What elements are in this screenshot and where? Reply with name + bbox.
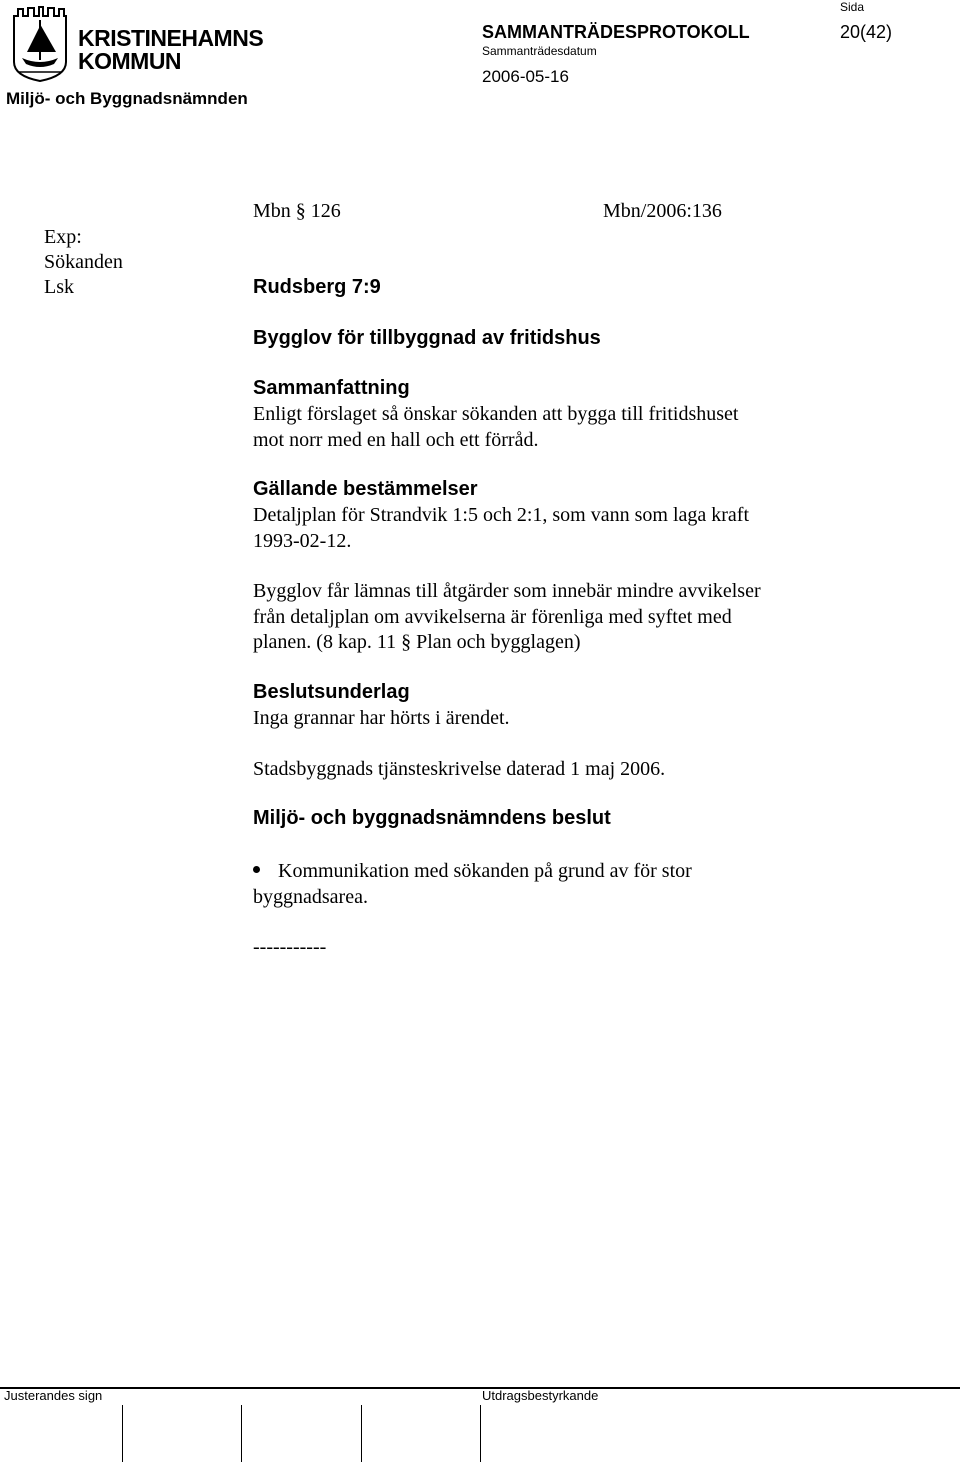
org-name-line2: KOMMUN bbox=[78, 48, 182, 74]
bullet-icon bbox=[253, 866, 260, 873]
date-label: Sammanträdesdatum bbox=[482, 44, 597, 58]
case-number: Mbn/2006:136 bbox=[603, 200, 722, 222]
deviation-text-line: planen. (8 kap. 11 § Plan och bygglagen) bbox=[253, 631, 581, 653]
regulations-heading: Gällande bestämmelser bbox=[253, 478, 478, 500]
signature-box-divider bbox=[241, 1405, 242, 1462]
page-label: Sida bbox=[840, 0, 865, 14]
regulations-text-line: 1993-02-12. bbox=[253, 530, 352, 552]
basis-text: Inga grannar har hörts i ärendet. bbox=[253, 707, 510, 729]
case-title: Bygglov för tillbyggnad av fritidshus bbox=[253, 327, 601, 349]
footer-divider bbox=[0, 1387, 960, 1389]
basis-heading: Beslutsunderlag bbox=[253, 681, 410, 703]
exp-recipient: Lsk bbox=[44, 276, 74, 298]
basis-text: Stadsbyggnads tjänsteskrivelse daterad 1 maj 2006. bbox=[253, 758, 666, 780]
committee-name: Miljö- och Byggnadsnämnden bbox=[6, 89, 248, 108]
meeting-date: 2006-05-16 bbox=[482, 67, 569, 86]
document-type: SAMMANTRÄDESPROTOKOLL bbox=[482, 22, 750, 42]
decision-heading: Miljö- och byggnadsnämndens beslut bbox=[253, 807, 611, 829]
exp-label: Exp: bbox=[44, 226, 82, 248]
municipal-crest-logo bbox=[12, 6, 68, 82]
deviation-text-line: från detaljplan om avvikelserna är förenliga med syftet med bbox=[253, 606, 732, 628]
signature-label: Justerandes sign bbox=[4, 1388, 103, 1403]
decision-bullet-line: byggnadsarea. bbox=[253, 886, 368, 908]
org-name-line1: KRISTINEHAMNS bbox=[78, 25, 264, 51]
exp-recipient: Sökanden bbox=[44, 251, 123, 273]
property-designation: Rudsberg 7:9 bbox=[253, 276, 381, 298]
deviation-text-line: Bygglov får lämnas till åtgärder som innebär mindre avvikelser bbox=[253, 580, 761, 602]
summary-heading: Sammanfattning bbox=[253, 377, 410, 399]
signature-box-divider bbox=[361, 1405, 362, 1462]
extract-label: Utdragsbestyrkande bbox=[482, 1388, 599, 1403]
signature-box-divider bbox=[480, 1405, 481, 1462]
page-number: 20(42) bbox=[840, 22, 893, 42]
paragraph-number: Mbn § 126 bbox=[253, 200, 341, 222]
section-separator: ----------- bbox=[253, 936, 327, 958]
regulations-text-line: Detaljplan för Strandvik 1:5 och 2:1, som vann som laga kraft bbox=[253, 504, 750, 526]
summary-text-line: mot norr med en hall och ett förråd. bbox=[253, 429, 539, 451]
summary-text-line: Enligt förslaget så önskar sökanden att bygga till fritidshuset bbox=[253, 403, 739, 425]
signature-box-divider bbox=[122, 1405, 123, 1462]
decision-bullet-line: Kommunikation med sökanden på grund av för stor bbox=[278, 860, 692, 882]
